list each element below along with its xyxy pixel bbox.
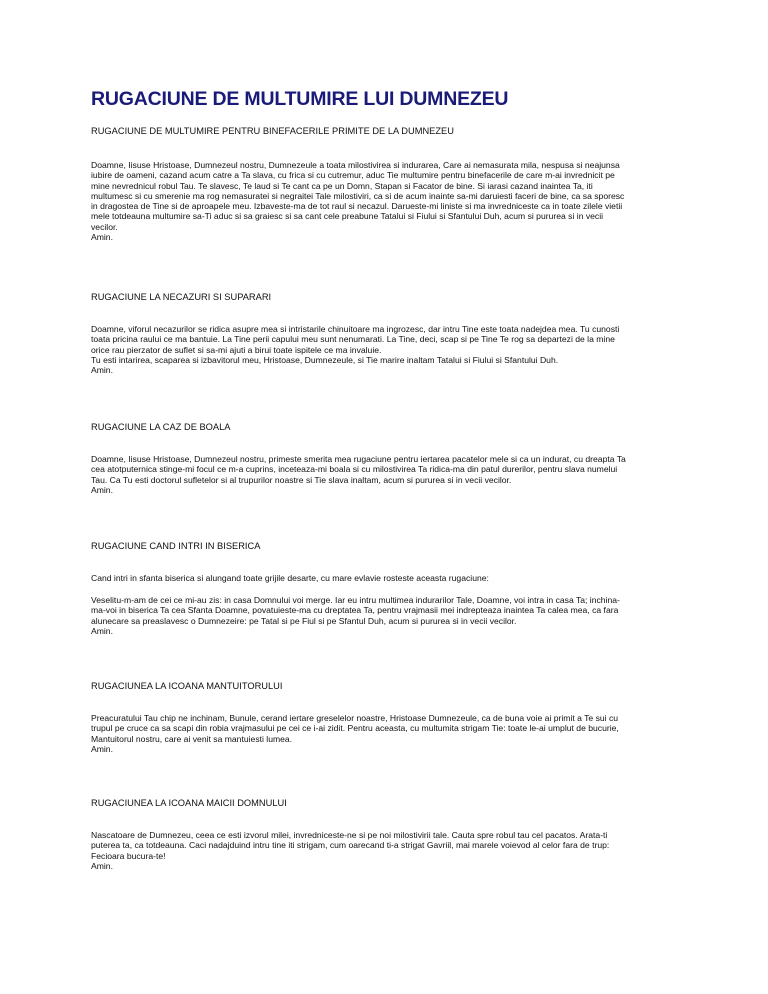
text-line: vecilor. xyxy=(91,221,118,232)
text-line: Doamne, Iisuse Hristoase, Dumnezeul nostru, primeste smerita mea rugaciune pentru iertarea pacatelor mele si ca un indurat, cu dreapta Ta xyxy=(91,454,626,464)
text-line: iubire de oameni, cazand acum catre a Ta slava, cu frica si cu cutremur, aduc Tie multumire pentru binefacerile de care m-ai invrednicit pe xyxy=(91,170,615,181)
document-title: RUGACIUNE DE MULTUMIRE LUI DUMNEZEU xyxy=(91,88,509,110)
prayer-paragraph xyxy=(91,160,687,242)
text-line: Doamne, viforul necazurilor se ridica asupre mea si intristarile chinuitoare ma ingrozesc, dar intru Tine este toata nadejdea mea. Tu cunosti xyxy=(91,324,620,334)
prayer-paragraph xyxy=(91,454,687,495)
prayer-paragraph xyxy=(91,324,687,375)
section-heading: RUGACIUNEA LA ICOANA MANTUITORULUI xyxy=(91,681,283,691)
text-line: Tau. Ca Tu esti doctorul sufletelor si al trupurilor noastre si Tie slava inaltam, acum si pururea si in vecii vecilor. xyxy=(91,474,512,485)
text-line: Amin. xyxy=(91,625,113,636)
text-line: Preacuratului Tau chip ne inchinam, Bunule, cerand iertare greselelor noastre, Hristoase Dumnezeule, ca de buna voie ai primit a Te sui cu xyxy=(91,713,619,723)
text-line: Fecioara bucura-te! xyxy=(91,850,166,861)
text-line: trupul pe cruce ca sa scapi din robia vrajmasului pe cei ce i-ai zidit. Pentru aceasta, cu multumita strigam Tie: toate le-ai umplut de bucurie, xyxy=(91,723,619,734)
text-line: Nascatoare de Dumnezeu, ceea ce esti izvorul milei, invredniceste-ne si pe noi milostivirii tale. Cauta spre robul tau cel pacatos. Arata-ti xyxy=(91,830,608,840)
prayer-paragraph xyxy=(91,595,687,636)
section-heading: RUGACIUNEA LA ICOANA MAICII DOMNULUI xyxy=(91,798,287,808)
text-line: orice rau pierzator de suflet si sa-mi ajuti a birui toate ispitele ce ma invaluie. xyxy=(91,344,382,355)
text-line: Tu esti intarirea, scaparea si izbavitorul meu, Hristoase, Dumnezeule, si Tie marire inaltam Tatalui si Fiului si Sfantului Duh. xyxy=(91,354,559,365)
text-line: in dragostea de Tine si de aproapele meu. Izbaveste-ma de tot raul si necazul. Darueste-mi liniste si ma invredniceste ca in toate zilele vietii xyxy=(91,201,623,212)
text-line: ma-voi in biserica Ta cea Sfanta Doamne, povatuieste-ma cu dreptatea Ta, pentru vrajmasii mei indrepteaza inaintea Ta calea mea, ca fara xyxy=(91,605,619,616)
text-line: Amin. xyxy=(91,484,113,495)
section-heading: RUGACIUNE CAND INTRI IN BISERICA xyxy=(91,541,261,551)
text-line: Veselitu-m-am de cei ce mi-au zis: in casa Domnului voi merge. Iar eu intru multimea indurarilor Tale, Doamne, voi intra in casa Ta; inchina- xyxy=(91,595,620,605)
prayer-paragraph xyxy=(91,830,687,871)
text-line: Cand intri in sfanta biserica si alungand toate grijile desarte, cu mare evlavie rosteste aceasta rugaciune: xyxy=(91,573,489,583)
text-line: Amin. xyxy=(91,860,113,871)
text-line: Mantuitorul nostru, care ai venit sa mantuiesti lumea. xyxy=(91,733,293,744)
text-line: mele totdeauna multumire sa-Ti aduc si sa graiesc si sa cant cele preabune Tatalui si Fiului si Sfantului Duh, acum si pururea si in vecii xyxy=(91,211,604,222)
prayer-paragraph xyxy=(91,713,687,754)
instruction-paragraph xyxy=(91,573,687,583)
text-line: Amin. xyxy=(91,365,113,376)
text-line: Amin. xyxy=(91,743,113,754)
text-line: multumesc si cu smerenie ma rog nemasuratei si negraitei Tale milostiviri, ca si de acum inainte sa-mi daruiesti faceri de bine, ca sa sporesc xyxy=(91,190,625,201)
text-line: Doamne, Iisuse Hristoase, Dumnezeul nostru, Dumnezeule a toata milostivirea si indurarea, Care ai nemasurata mila, nespusa si neajunsa xyxy=(91,160,620,170)
text-line: cea atotputernica stinge-mi focul ce m-a cuprins, inceteaza-mi boala si cu milostivirea Ta ridica-ma din patul durerilor, pentru slava numelui xyxy=(91,464,618,475)
text-line: toata pricina raului ce ma bantuie. La Tine perii capului meu sunt nenumarati. La Tine, deci, scap si pe Tine Te rog sa departezi de la mine xyxy=(91,334,615,345)
section-heading: RUGACIUNE LA NECAZURI SI SUPARARI xyxy=(91,292,272,302)
text-line: mine nevrednicul robul Tau. Te slavesc, Te laud si Te cant ca pe un Domn, Stapan si Facator de bine. Si iarasi cazand inaintea Ta, iti xyxy=(91,180,593,191)
text-line: Amin. xyxy=(91,232,113,243)
section-heading: RUGACIUNE DE MULTUMIRE PENTRU BINEFACERILE PRIMITE DE LA DUMNEZEU xyxy=(91,126,454,136)
text-line: alunecare sa preaslavesc o Dumnezeire: pe Tatal si pe Fiul si pe Sfantul Duh, acum si pururea si in vecii vecilor. xyxy=(91,615,517,626)
text-line: puterea ta, ca totdeauna. Caci nadajduind intru tine iti strigam, cum oarecand ti-a strigat Gavriil, mai marele voievod al celor fara de trup: xyxy=(91,840,610,851)
section-heading: RUGACIUNE LA CAZ DE BOALA xyxy=(91,422,231,432)
